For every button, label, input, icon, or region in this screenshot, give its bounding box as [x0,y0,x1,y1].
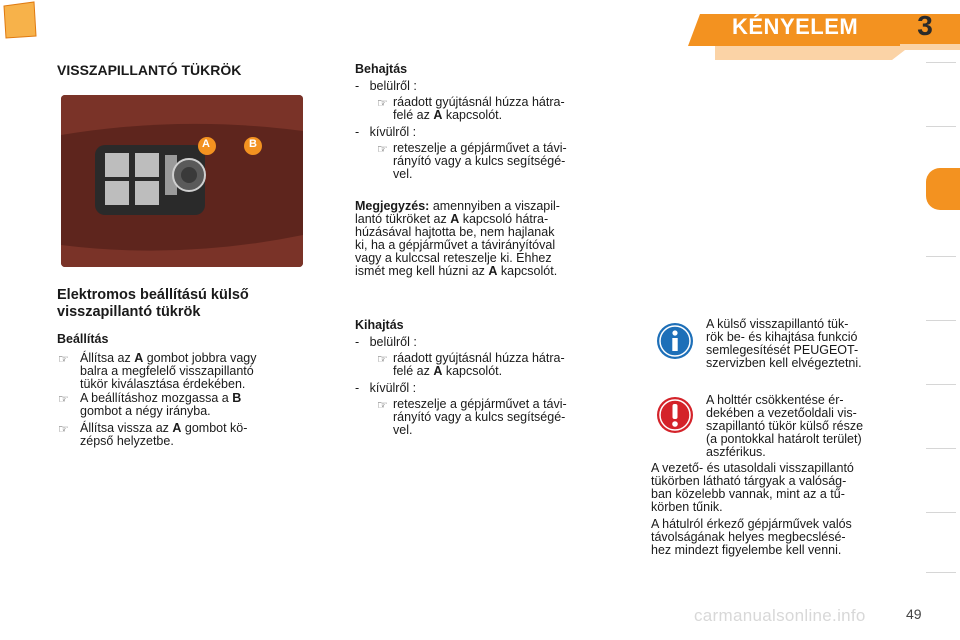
chapter-title: KÉNYELEM [732,14,859,39]
fold-inside-text: ráadott gyújtásnál húzza hátra- felé az A kapcsolót. [393,95,565,122]
distance-estimate-para: A hátulról érkező gépjárművek valós távolságának helyes megbecslésé- hez mindezt figyelembe kell venni. [651,517,852,557]
mirror-distance-para: A vezető- és utasoldali visszapillantó tükörben látható tárgyak a valóság- ban közelebb vannak, mint az a tű- körben tűnik. [651,461,854,514]
chapter-badge-icon [0,0,38,40]
bullet-1: Állítsa az A gombot jobbra vagy balra a megfelelő visszapillantó tükör kiválasztása érdekében. [80,351,257,391]
settings-heading: Beállítás [57,332,109,346]
unfold-outside-text: reteszelje a gépjárművet a távi- rányító vagy a kulcs segítségé- vel. [393,397,567,437]
fold-heading: Behajtás [355,62,408,76]
page-number: 49 [906,606,922,622]
unfold-heading: Kihajtás [355,318,404,332]
label-b: B [249,138,257,150]
info-icon [656,322,694,360]
subsection-title: Elektromos beállítású külső visszapillantó tükrök [57,287,249,320]
bullet-marker: ☞ [377,398,388,412]
bullet-marker: ☞ [58,422,69,436]
bullet-marker: ☞ [58,392,69,406]
warning-note: A holttér csökkentése ér- dekében a vezetőoldali vis- szapillantó tükör külső része (a pontokkal határolt terület) aszférikus. [706,393,864,459]
watermark: carmanualsonline.info [694,606,866,625]
unfold-item-outside: - kívülről : [355,381,417,395]
fold-outside-text: reteszelje a gépjárművet a távi- rányító vagy a kulcs segítségé- vel. [393,141,567,181]
bullet-3: Állítsa vissza az A gombot kö- zépső helyzetbe. [80,421,248,448]
section-title: VISSZAPILLANTÓ TÜKRÖK [57,62,242,78]
unfold-inside-text: ráadott gyújtásnál húzza hátra- felé az A kapcsolót. [393,351,565,378]
chapter-number: 3 [917,10,933,41]
bullet-marker: ☞ [58,352,69,366]
side-tabs [926,62,960,582]
fold-item-outside: - kívülről : [355,125,417,139]
bullet-2: A beállításhoz mozgassa a B gombot a négy irányba. [80,391,242,418]
unfold-item-inside: - belülről : [355,335,417,349]
info-note: A külső visszapillantó tük- rök be- és kihajtása funkció semlegesítését PEUGEOT- szervizben kell elvégeztetni. [706,317,862,370]
mirror-control-photo [61,95,303,267]
fold-item-inside: - belülről : [355,79,417,93]
warning-icon [656,396,694,434]
bullet-marker: ☞ [377,96,388,110]
note-paragraph: Megjegyzés: amennyiben a viszapil- lantó tükröket az A kapcsoló hátra- húzásával hajtotta be, nem hajlanak ki, ha a gépjárművet a távirányítóval vagy a kulccsal reteszelje ki. Ehhez ismét meg kell húzni az A kapcsolót. [355,199,560,278]
header-band [0,0,960,60]
bullet-marker: ☞ [377,142,388,156]
tab-chapter-3[interactable] [926,168,960,210]
bullet-marker: ☞ [377,352,388,366]
label-a: A [202,138,210,150]
